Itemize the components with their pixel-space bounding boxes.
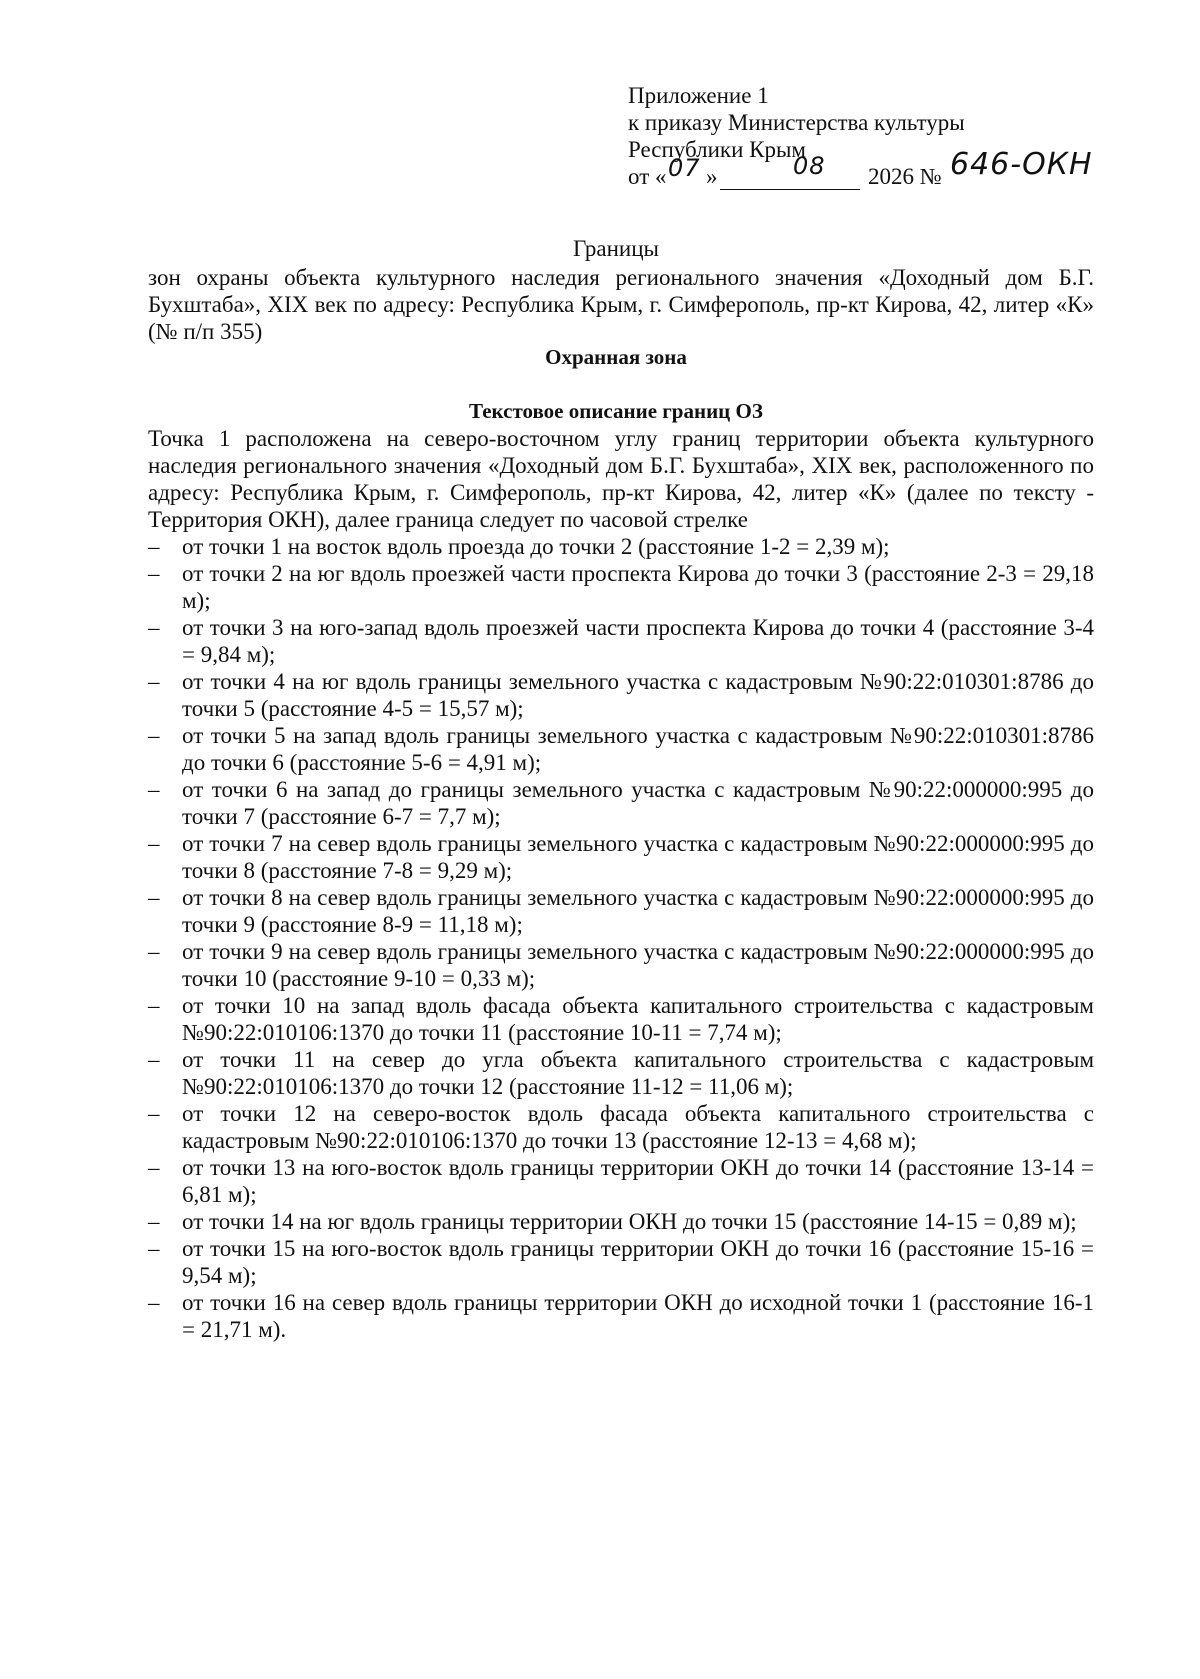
- boundary-point-item: [148, 1208, 1094, 1235]
- list-dash: –: [148, 777, 160, 802]
- order-reference: к приказу Министерства культуры: [628, 110, 965, 135]
- boundary-point-text: от точки 4 на юг вдоль границы земельного участка с кадастровым №90:22:010301:8786 до точки 5 (расстояние 4-5 = 15,57 м);: [182, 669, 1094, 721]
- boundary-point-text: от точки 9 на север вдоль границы земельного участка с кадастровым №90:22:000000:995 до точки 10 (расстояние 9-10 = 0,33 м);: [182, 939, 1094, 991]
- document-title: Границы: [573, 236, 659, 261]
- boundary-point-text: от точки 5 на запад вдоль границы земельного участка с кадастровым №90:22:010301:8786 до точки 6 (расстояние 5-6 = 4,91 м);: [182, 723, 1094, 775]
- date-close-quote: »: [706, 164, 718, 189]
- republic-name: Республики Крым: [628, 137, 806, 162]
- boundary-point-text: от точки 11 на север до угла объекта капитального строительства с кадастровым №90:22:010106:1370 до точки 12 (расстояние 11-12 = 11,06 м);: [182, 1047, 1094, 1099]
- date-day-handwritten: 07: [668, 154, 701, 182]
- list-dash: –: [148, 1209, 160, 1234]
- boundary-point-item: [148, 830, 1094, 884]
- boundary-point-item: [148, 1100, 1094, 1154]
- boundary-description: [148, 425, 1094, 1343]
- boundary-point-text: от точки 2 на юг вдоль проезжей части проспекта Кирова до точки 3 (расстояние 2-3 = 29,18 м);: [182, 561, 1094, 613]
- boundary-point-text: от точки 3 на юго-запад вдоль проезжей части проспекта Кирова до точки 4 (расстояние 3-4 = 9,84 м);: [182, 615, 1094, 667]
- boundary-point-item: [148, 884, 1094, 938]
- description-paragraph: Точка 1 расположена на северо-восточном углу границ территории объекта культурного наследия регионального значения «Доходный дом Б.Г. Бухштаба», XIX век, расположенного по адресу: Республика Крым, г. Симферополь, пр-кт Кирова, 42, литер «К» (далее по тексту - Территория ОКН), далее граница следует по часовой стрелке: [148, 426, 1094, 532]
- order-number-handwritten: 646-ОКН: [950, 147, 1093, 182]
- boundary-point-text: от точки 16 на север вдоль границы территории ОКН до исходной точки 1 (расстояние 16-1 = 21,71 м).: [182, 1290, 1094, 1342]
- boundary-point-text: от точки 7 на север вдоль границы земельного участка с кадастровым №90:22:000000:995 до точки 8 (расстояние 7-8 = 9,29 м);: [182, 831, 1094, 883]
- boundary-points-list: [148, 533, 1094, 1343]
- list-dash: –: [148, 1236, 160, 1261]
- list-dash: –: [148, 939, 160, 964]
- document-intro: зон охраны объекта культурного наследия регионального значения «Доходный дом Б.Г. Бухштаба», XIX век по адресу: Республика Крым, г. Симферополь, пр-кт Кирова, 42, литер «К» (№ п/п 355): [148, 265, 1094, 344]
- list-dash: –: [148, 1290, 160, 1315]
- boundary-point-text: от точки 10 на запад вдоль фасада объекта капитального строительства с кадастровым №90:22:010106:1370 до точки 11 (расстояние 10-11 = 7,74 м);: [182, 993, 1094, 1045]
- list-dash: –: [148, 561, 160, 586]
- list-dash: –: [148, 831, 160, 856]
- boundary-point-item: [148, 1235, 1094, 1289]
- boundary-point-item: [148, 992, 1094, 1046]
- date-year: 2026 №: [868, 164, 942, 189]
- month-underline: [720, 167, 860, 190]
- boundary-point-item: [148, 1289, 1094, 1343]
- boundary-point-text: от точки 8 на север вдоль границы земельного участка с кадастровым №90:22:000000:995 до точки 9 (расстояние 8-9 = 11,18 м);: [182, 885, 1094, 937]
- list-dash: –: [148, 1047, 160, 1072]
- list-dash: –: [148, 885, 160, 910]
- boundary-point-text: от точки 6 на запад до границы земельного участка с кадастровым №90:22:000000:995 до точки 7 (расстояние 6-7 = 7,7 м);: [182, 777, 1094, 829]
- boundary-point-text: от точки 13 на юго-восток вдоль границы территории ОКН до точки 14 (расстояние 13-14 = 6,81 м);: [182, 1155, 1094, 1207]
- list-dash: –: [148, 1101, 160, 1126]
- list-dash: –: [148, 993, 160, 1018]
- boundary-point-item: [148, 1154, 1094, 1208]
- boundary-point-item: [148, 614, 1094, 668]
- date-prefix: от «: [628, 164, 667, 189]
- boundary-point-text: от точки 14 на юг вдоль границы территории ОКН до точки 15 (расстояние 14-15 = 0,89 м);: [182, 1209, 1077, 1234]
- boundary-point-item: [148, 776, 1094, 830]
- boundary-point-item: [148, 533, 1094, 560]
- list-dash: –: [148, 669, 160, 694]
- boundary-point-item: [148, 560, 1094, 614]
- boundary-point-item: [148, 1046, 1094, 1100]
- list-dash: –: [148, 723, 160, 748]
- boundary-point-text: от точки 1 на восток вдоль проезда до точки 2 (расстояние 1-2 = 2,39 м);: [182, 534, 890, 559]
- description-title: Текстовое описание границ ОЗ: [469, 399, 763, 423]
- boundary-point-text: от точки 12 на северо-восток вдоль фасада объекта капитального строительства с кадастровым №90:22:010106:1370 до точки 13 (расстояние 12-13 = 4,68 м);: [182, 1101, 1094, 1153]
- list-dash: –: [148, 534, 160, 559]
- appendix-header: [628, 82, 1108, 193]
- zone-title: Охранная зона: [545, 345, 687, 369]
- list-dash: –: [148, 615, 160, 640]
- boundary-point-item: [148, 722, 1094, 776]
- appendix-number: Приложение 1: [628, 83, 769, 108]
- boundary-point-text: от точки 15 на юго-восток вдоль границы территории ОКН до точки 16 (расстояние 15-16 = 9,54 м);: [182, 1236, 1094, 1288]
- boundary-point-item: [148, 668, 1094, 722]
- boundary-point-item: [148, 938, 1094, 992]
- list-dash: –: [148, 1155, 160, 1180]
- date-month-handwritten: 08: [793, 152, 826, 180]
